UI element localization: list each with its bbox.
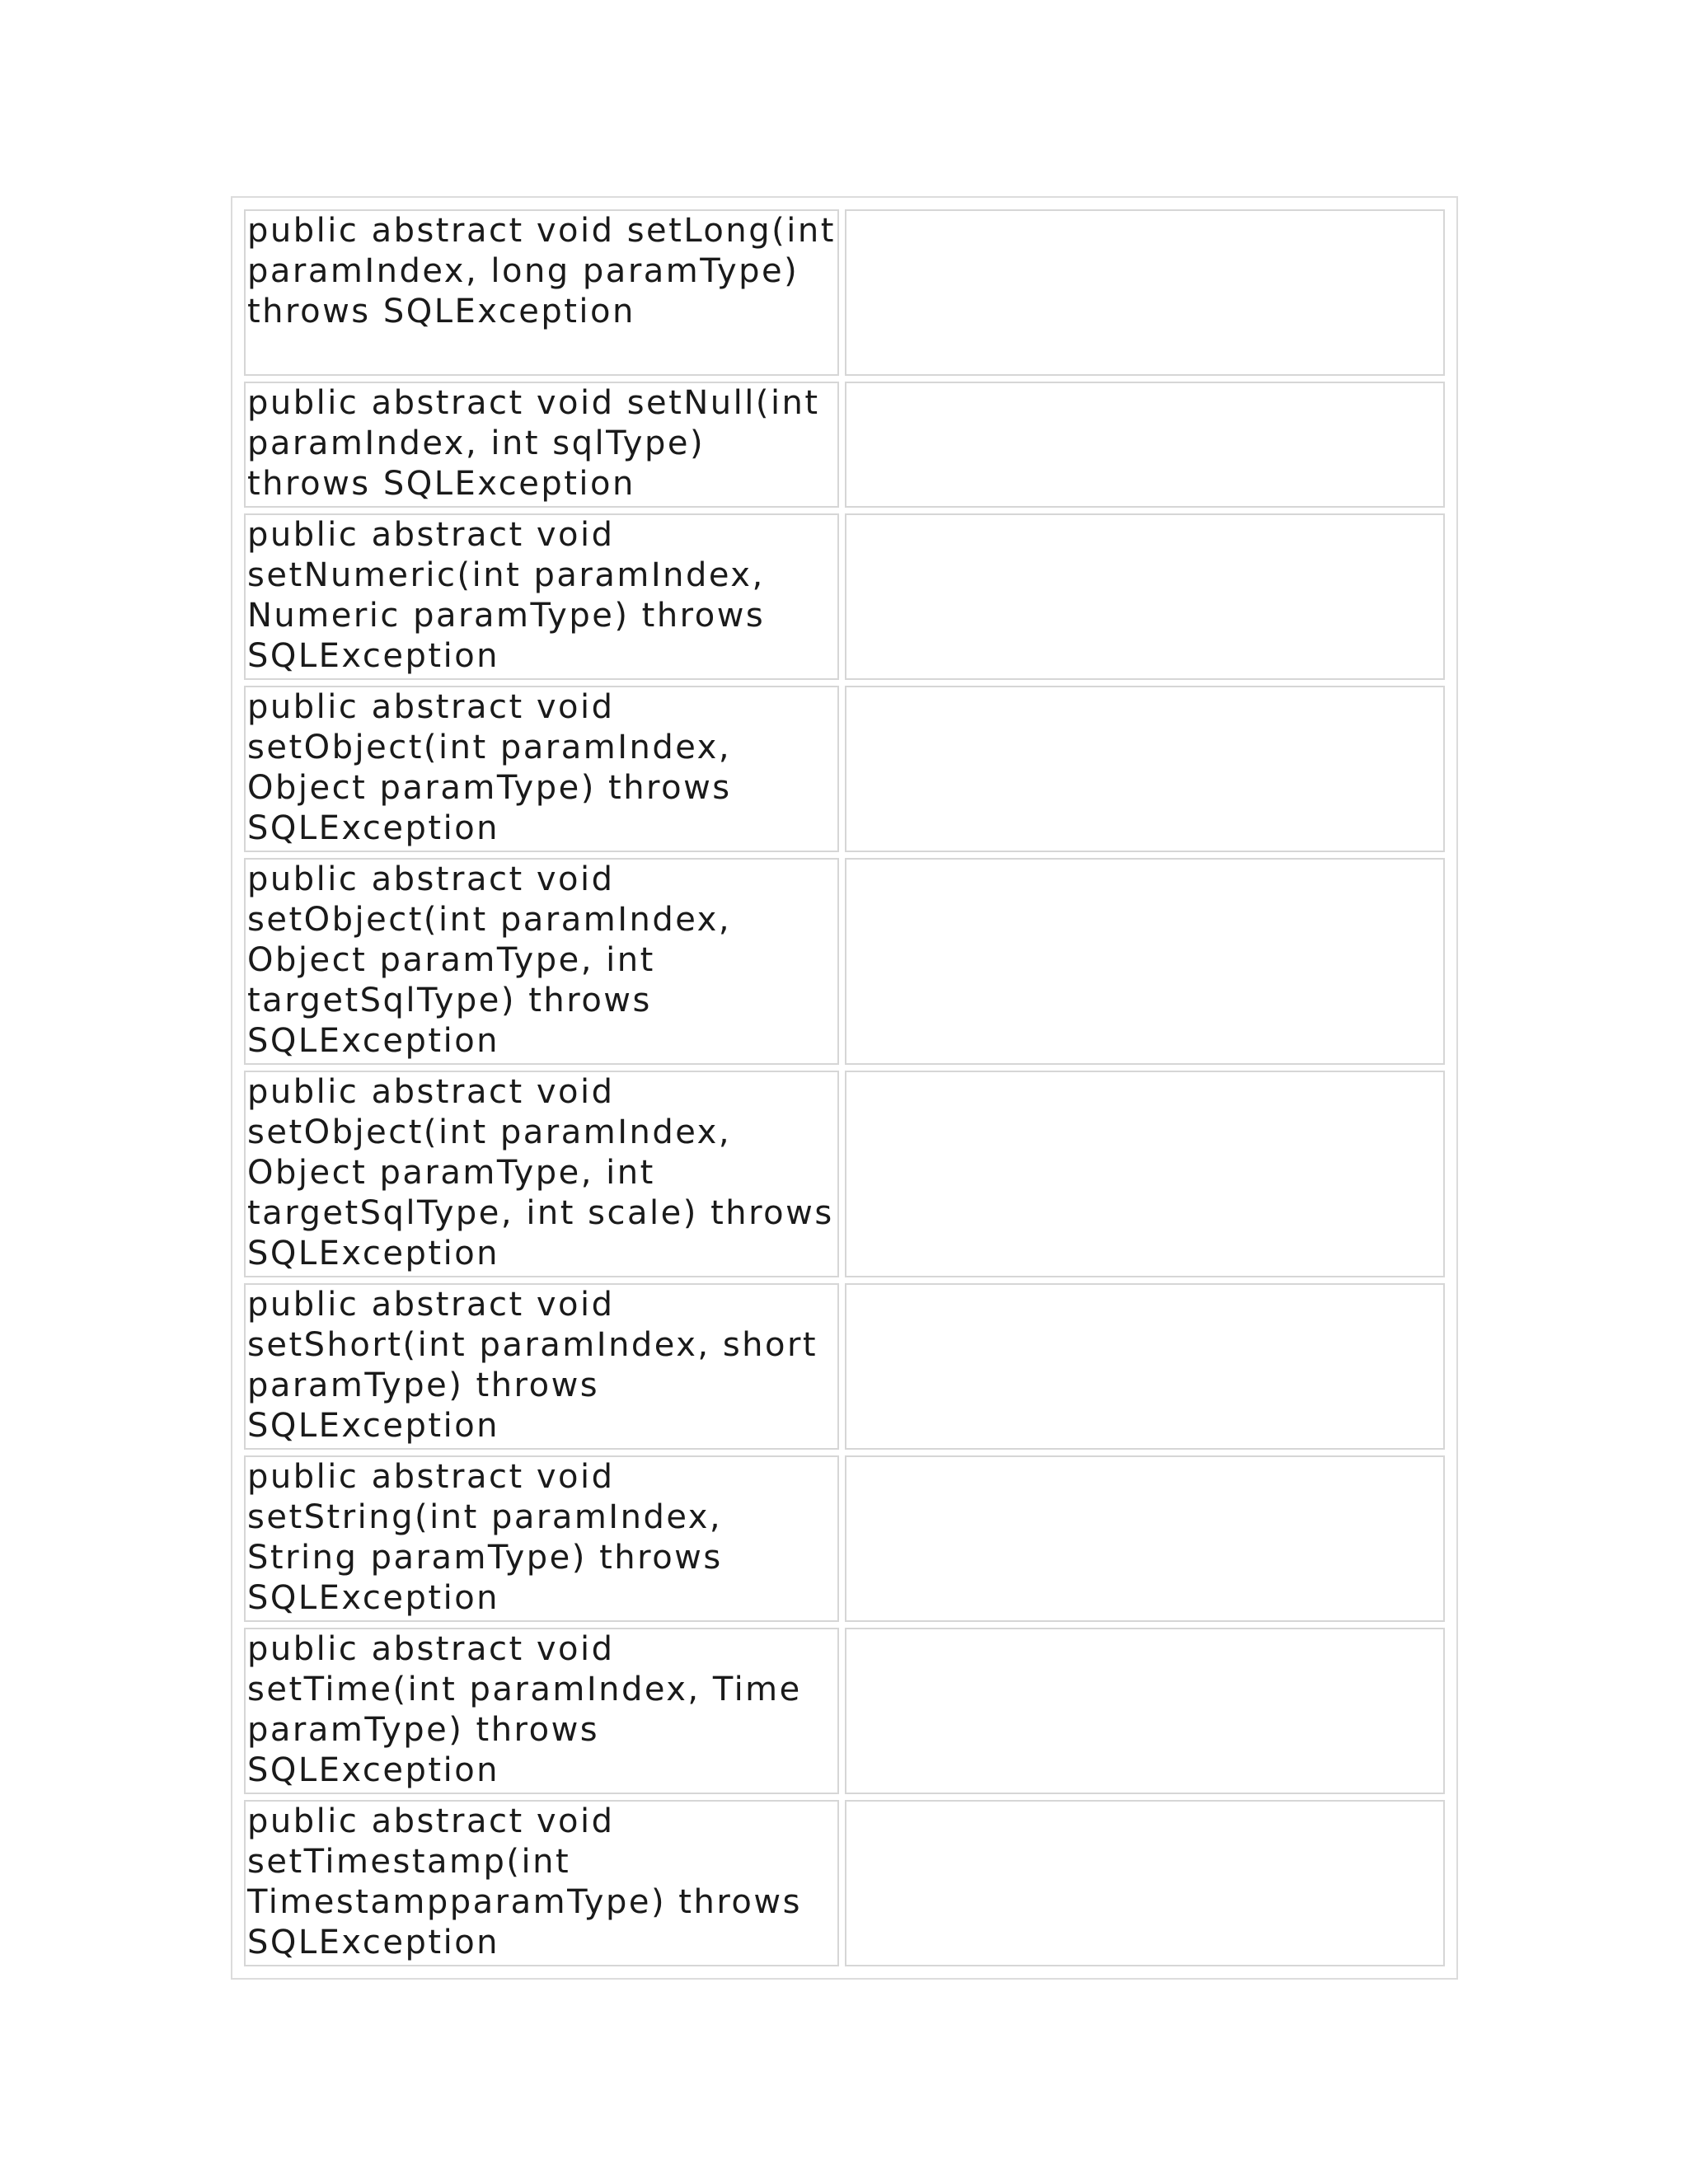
method-signature-cell [244, 1071, 839, 1277]
table-row [244, 513, 1445, 680]
method-signature-cell [244, 1628, 839, 1794]
method-signature-cell [244, 858, 839, 1065]
table-row [244, 382, 1445, 508]
method-signature: public abstract void setObject(int paramIndex, Object paramType) throws SQLException [247, 688, 732, 847]
method-signature-cell [244, 686, 839, 852]
method-description-cell [845, 686, 1445, 852]
method-signature-cell [244, 209, 839, 376]
method-signature-cell [244, 513, 839, 680]
table-row [244, 209, 1445, 376]
method-signature: public abstract void setString(int paramIndex, String paramType) throws SQLException [247, 1458, 723, 1617]
table-row [244, 858, 1445, 1065]
table-row [244, 1628, 1445, 1794]
method-description-cell [845, 858, 1445, 1065]
method-signature-cell [244, 1800, 839, 1966]
method-description-cell [845, 209, 1445, 376]
method-signature-cell [244, 1283, 839, 1450]
method-description-cell [845, 1071, 1445, 1277]
method-description-cell [845, 1455, 1445, 1622]
method-signature: public abstract void setTimestamp(int TimestampparamType) throws SQLException [247, 1802, 802, 1961]
method-signature: public abstract void setObject(int paramIndex, Object paramType, int targetSqlType) throws SQLException [247, 860, 732, 1060]
method-signature: public abstract void setNumeric(int paramIndex, Numeric paramType) throws SQLException [247, 516, 766, 675]
method-signature: public abstract void setLong(int paramIndex, long paramType) throws SQLException [247, 212, 836, 330]
method-signature: public abstract void setTime(int paramIndex, Time paramType) throws SQLException [247, 1630, 802, 1789]
method-description-cell [845, 1800, 1445, 1966]
method-description-cell [845, 1283, 1445, 1450]
method-signature-cell [244, 382, 839, 508]
method-table [231, 196, 1458, 1980]
method-signature: public abstract void setShort(int paramIndex, short paramType) throws SQLException [247, 1286, 818, 1445]
table-row [244, 1455, 1445, 1622]
method-signature-cell [244, 1455, 839, 1622]
method-description-cell [845, 382, 1445, 508]
table-row [244, 686, 1445, 852]
table-row [244, 1071, 1445, 1277]
table-row [244, 1283, 1445, 1450]
table-row [244, 1800, 1445, 1966]
method-signature: public abstract void setNull(int paramIndex, int sqlType) throws SQLException [247, 384, 820, 503]
method-signature: public abstract void setObject(int paramIndex, Object paramType, int targetSqlType, int scale) throws SQLException [247, 1073, 834, 1272]
method-description-cell [845, 1628, 1445, 1794]
method-description-cell [845, 513, 1445, 680]
